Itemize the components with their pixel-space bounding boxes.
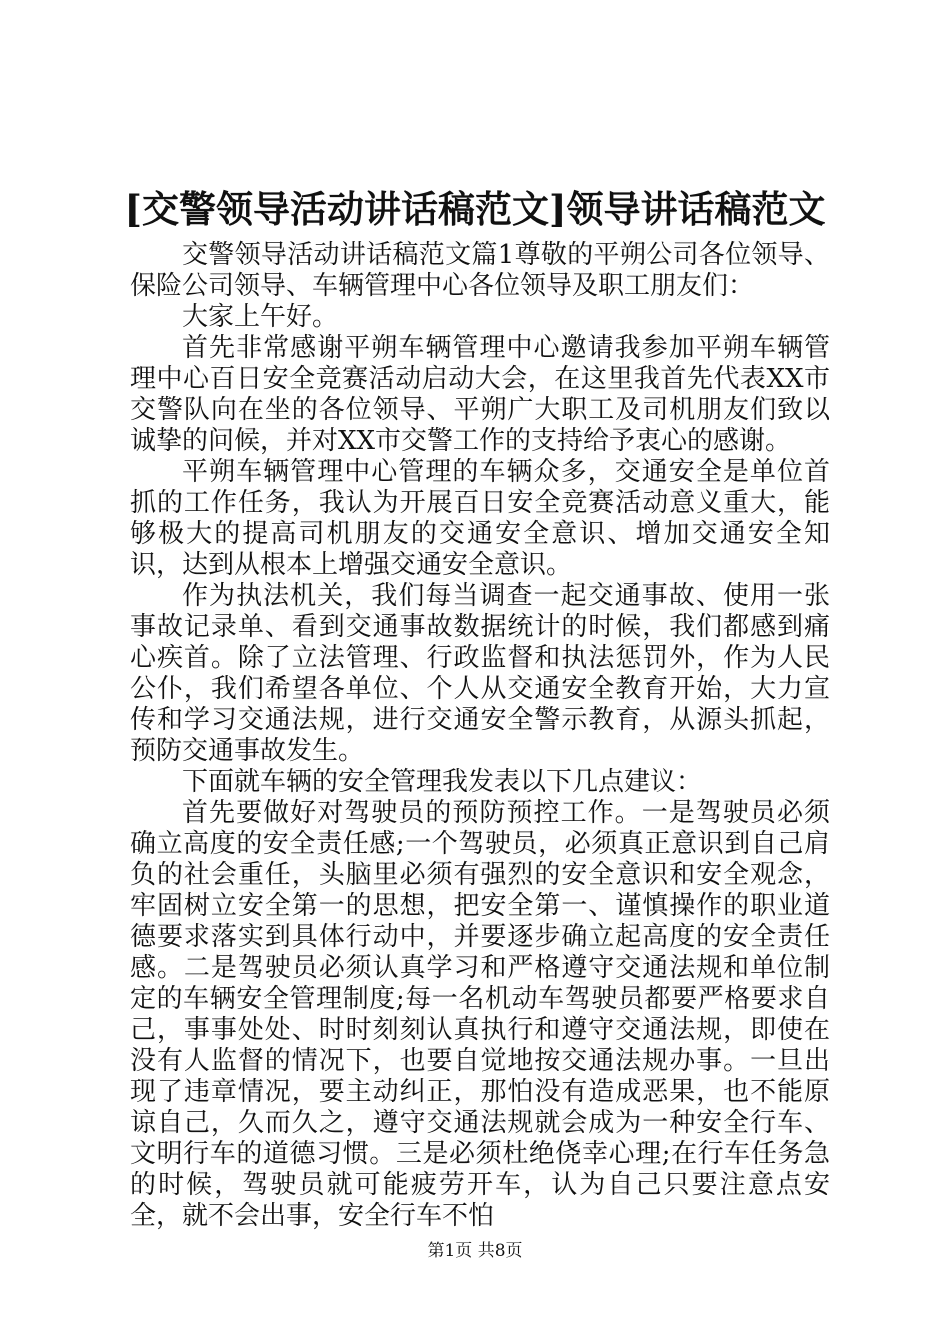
paragraph-law-enforcement: 作为执法机关，我们每当调查一起交通事故、使用一张事故记录单、看到交通事故数据统计的时候，我们都感到痛心疾首。除了立法管理、行政监督和执法惩罚外，作为人民公仆，我们希望各单位、个人从交通安全教育开始，大力宣传和学习交通法规，进行交通安全警示教育，从源头抓起，预防交通事故发生。 [130,581,830,766]
paragraph-thanks: 首先非常感谢平朔车辆管理中心邀请我参加平朔车辆管理中心百日安全竞赛活动启动大会，在这里我首先代表XX市交警队向在坐的各位领导、平朔广大职工及司机朋友们致以诚挚的问候，并对XX市交警工作的支持给予衷心的感谢。 [130,333,830,456]
paragraph-driver-prevention: 首先要做好对驾驶员的预防预控工作。一是驾驶员必须确立高度的安全责任感;一个驾驶员，必须真正意识到自己肩负的社会重任，头脑里必须有强烈的安全意识和安全观念，牢固树立安全第一的思想，把安全第一、谨慎操作的职业道德要求落实到具体行动中，并要逐步确立起高度的安全责任感。二是驾驶员必须认真学习和严格遵守交通法规和单位制定的车辆安全管理制度;每一名机动车驾驶员都要严格要求自己，事事处处、时时刻刻认真执行和遵守交通法规，即使在没有人监督的情况下，也要自觉地按交通法规办事。一旦出现了违章情况，要主动纠正，那怕没有造成恶果，也不能原谅自己，久而久之，遵守交通法规就会成为一种安全行车、文明行车的道德习惯。三是必须杜绝侥幸心理;在行车任务急的时候，驾驶员就可能疲劳开车，认为自己只要注意点安全，就不会出事，安全行车不怕 [130,798,830,1231]
paragraph-salutation: 大家上午好。 [182,302,339,332]
paragraph-greeting: 交警领导活动讲话稿范文篇1尊敬的平朔公司各位领导、保险公司领导、车辆管理中心各位领导及职工朋友们： [130,240,830,301]
document-title: [交警领导活动讲话稿范文]领导讲话稿范文 [124,187,826,231]
paragraph-suggestions-intro: 下面就车辆的安全管理我发表以下几点建议： [182,767,703,797]
page-footer: 第1页 共8页 [427,1241,523,1261]
paragraph-significance: 平朔车辆管理中心管理的车辆众多，交通安全是单位首抓的工作任务，我认为开展百日安全竞赛活动意义重大，能够极大的提高司机朋友的交通安全意识、增加交通安全知识，达到从根本上增强交通安全意识。 [130,457,830,580]
document-body [130,240,830,1232]
